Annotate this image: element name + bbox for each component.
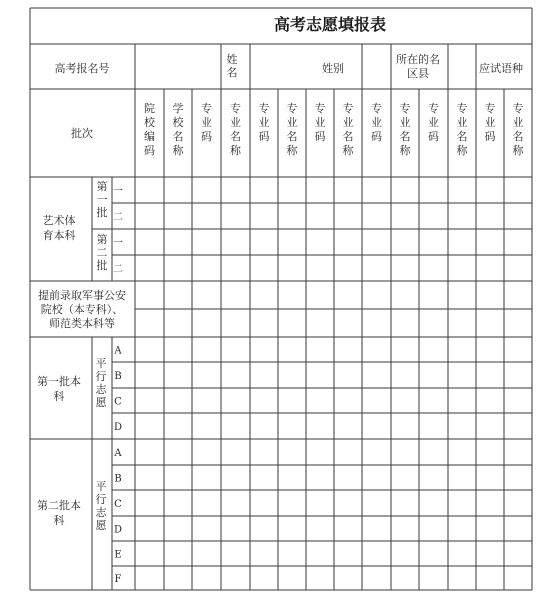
language-label: 应试语种 [479, 62, 523, 75]
column-header-4: 专业名称 [230, 102, 241, 157]
slot-label: C [114, 396, 122, 408]
batch-label: 批次 [71, 127, 93, 140]
district-label: 所在的名区县 [396, 53, 440, 80]
gender-label: 姓别 [322, 62, 344, 75]
slot-label: D [113, 524, 123, 536]
arts-sports-batch-two: 第二批 [96, 233, 108, 272]
slot-label: B [114, 371, 122, 382]
slot-label: D [113, 422, 123, 433]
slot-label: E [114, 549, 122, 561]
column-header-3: 专业码 [201, 102, 212, 143]
column-header-8: 专业名称 [342, 102, 354, 157]
slot-label: 一 [113, 186, 123, 197]
first-batch-label: 第一批本科 [37, 375, 81, 403]
slot-label: F [114, 574, 122, 585]
second-batch-parallel-label: 平行志愿 [95, 480, 107, 532]
slot-label: 二 [113, 212, 123, 223]
slot-label: A [114, 448, 122, 459]
slot-label: 二 [113, 264, 123, 275]
arts-sports-label: 艺术体育本科 [42, 214, 76, 242]
column-header-2: 学校名称 [172, 102, 184, 157]
first-batch-slot-labels [113, 346, 122, 434]
column-header-1: 院校编码 [144, 102, 155, 157]
column-header-13: 专业码 [484, 102, 496, 143]
exam-number-label: 高考报名号 [54, 62, 110, 75]
column-header-9: 专业码 [371, 102, 382, 143]
name-label: 姓名 [226, 53, 238, 79]
column-header-7: 专业码 [314, 102, 326, 143]
early-admission-label: 提前录取军事公安院校（本专科）、师范类本科等 [38, 289, 126, 330]
form-title: 高考志愿填报表 [273, 15, 387, 34]
slot-label: B [114, 473, 122, 485]
second-batch-label: 第二批本科 [37, 499, 81, 527]
column-header-11: 专业码 [428, 102, 439, 143]
column-header-12: 专业名称 [456, 102, 468, 157]
slot-label: C [114, 499, 122, 510]
arts-sports-batch-one: 第一批 [96, 180, 108, 219]
first-batch-parallel-label: 平行志愿 [95, 357, 107, 409]
column-header-14: 专业名称 [512, 102, 524, 157]
column-header-6: 专业名称 [286, 102, 298, 157]
arts-sports-slot-labels [113, 186, 123, 275]
slot-label: 一 [113, 238, 123, 249]
column-header-5: 专业码 [258, 102, 270, 143]
column-header-10: 专业名称 [399, 102, 411, 157]
slot-label: A [114, 345, 122, 357]
